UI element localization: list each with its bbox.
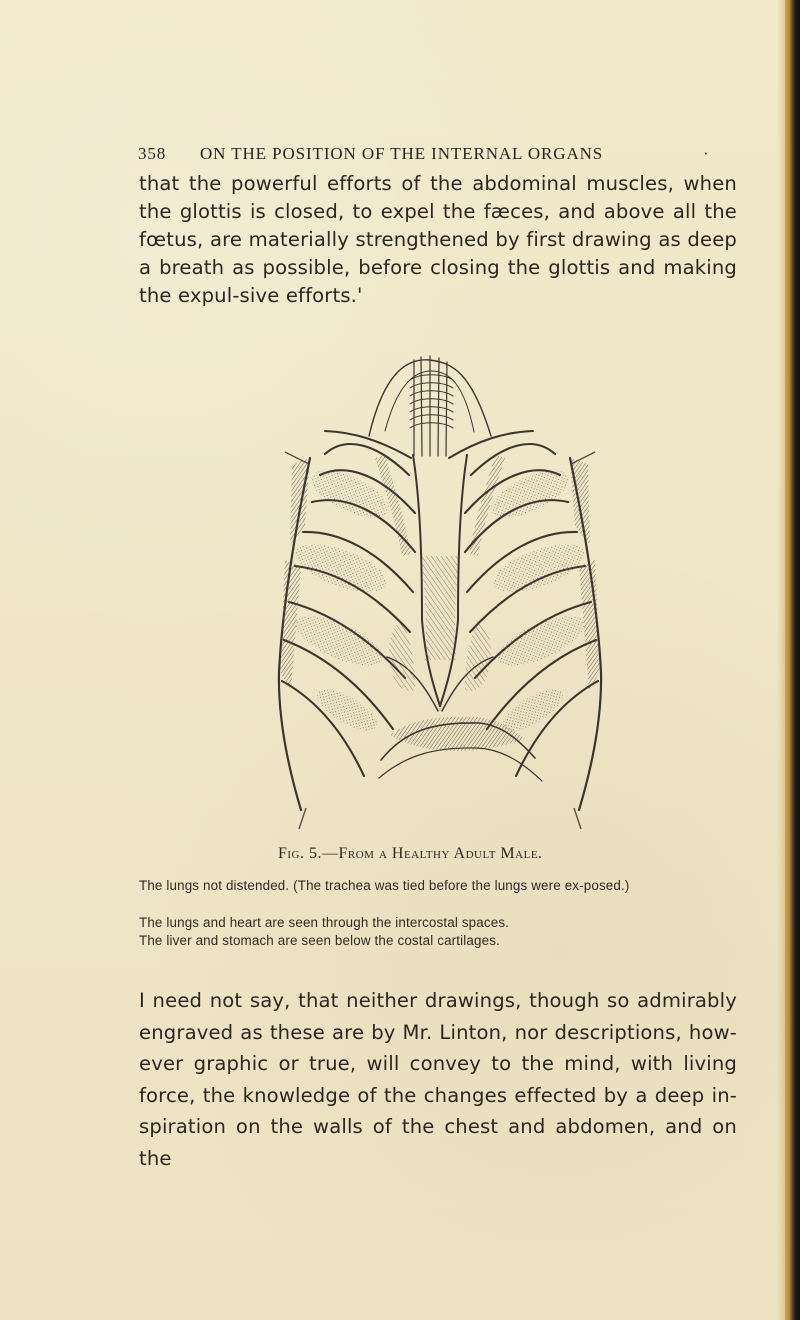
page-number: 358 <box>138 144 167 163</box>
paragraph-top: that the powerful efforts of the abdominal muscles, when the glottis is closed, to expel the fæces, and above all the fœtus, are materially strengthened by first drawing as deep a breath as possible, before closing the glottis and making the expul-sive efforts.' <box>139 172 737 307</box>
figure-caption: Fig. 5.—From a Healthy Adult Male. <box>278 845 543 862</box>
thorax-engraving-icon <box>265 340 615 840</box>
page-header <box>138 144 710 168</box>
paragraph-bottom: I need not say, that neither drawings, though so admirably engraved as these are by Mr. Linton, nor descriptions, how-ever graphic or true, will convey to the mind, with living force, the knowledge of the changes effected by a deep in-spiration on the walls of the chest and abdomen, and on the <box>139 989 737 1170</box>
running-title: ON THE POSITION OF THE INTERNAL ORGANS <box>200 144 604 163</box>
figure-note-1: The lungs not distended. (The trachea was tied before the lungs were ex-posed.) <box>139 878 630 893</box>
figure-note-2: The lungs and heart are seen through the intercostal spaces. <box>139 915 510 930</box>
figure-note-3: The liver and stomach are seen below the costal cartilages. <box>139 933 500 948</box>
header-mark: · <box>703 144 710 163</box>
book-spine-edge <box>785 0 800 1320</box>
